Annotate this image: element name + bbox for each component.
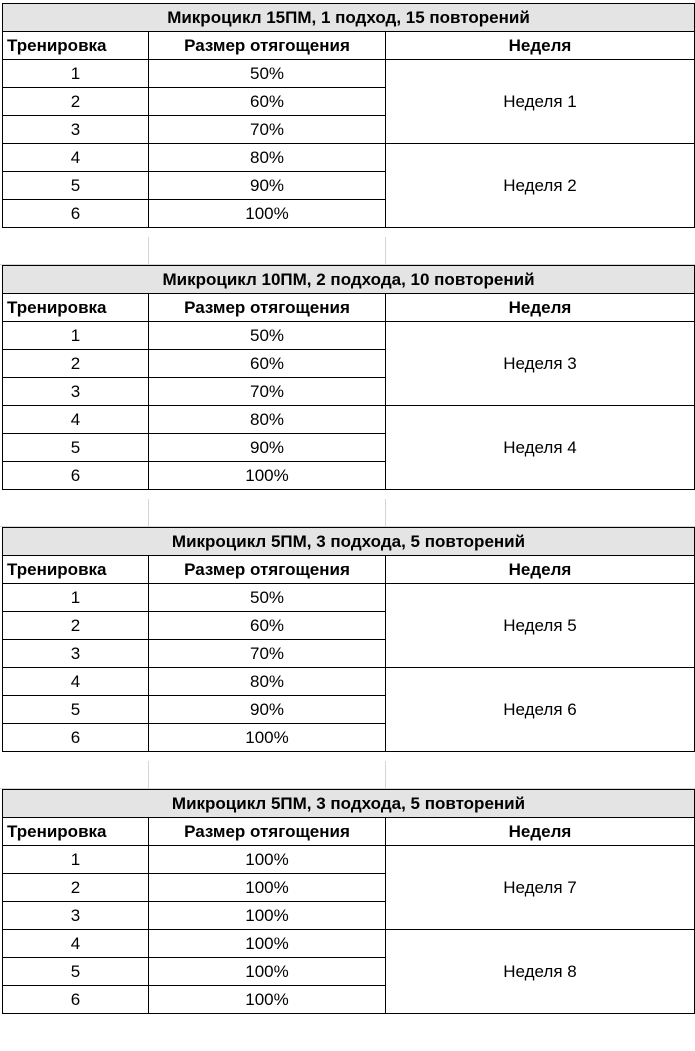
training-number-cell[interactable]: 4	[3, 668, 149, 696]
load-cell[interactable]: 60%	[149, 88, 386, 116]
table-row	[3, 668, 695, 696]
table-row	[3, 846, 695, 874]
training-number-cell[interactable]: 4	[3, 930, 149, 958]
load-cell[interactable]: 70%	[149, 640, 386, 668]
load-cell[interactable]: 50%	[149, 322, 386, 350]
column-header-load[interactable]: Размер отягощения	[149, 294, 386, 322]
load-cell[interactable]: 100%	[149, 846, 386, 874]
load-cell[interactable]: 60%	[149, 350, 386, 378]
table-row	[3, 322, 695, 350]
table-row	[3, 144, 695, 172]
training-number-cell[interactable]: 3	[3, 902, 149, 930]
table-title[interactable]: Микроцикл 15ПМ, 1 подход, 15 повторений	[3, 4, 695, 32]
training-number-cell[interactable]: 1	[3, 322, 149, 350]
load-cell[interactable]: 80%	[149, 144, 386, 172]
microcycle-table-4	[0, 789, 695, 1051]
table-title[interactable]: Микроцикл 5ПМ, 3 подхода, 5 повторений	[3, 790, 695, 818]
load-cell[interactable]: 90%	[149, 434, 386, 462]
table-row	[3, 60, 695, 88]
table-row	[3, 584, 695, 612]
column-header-training[interactable]: Тренировка	[3, 32, 149, 60]
training-number-cell[interactable]: 1	[3, 584, 149, 612]
load-cell[interactable]: 100%	[149, 724, 386, 752]
column-header-week[interactable]: Неделя	[386, 556, 695, 584]
training-number-cell[interactable]: 6	[3, 724, 149, 752]
table-row	[3, 406, 695, 434]
table-title[interactable]: Микроцикл 10ПМ, 2 подхода, 10 повторений	[3, 266, 695, 294]
load-cell[interactable]: 70%	[149, 378, 386, 406]
column-header-training[interactable]: Тренировка	[3, 556, 149, 584]
training-number-cell[interactable]: 1	[3, 846, 149, 874]
week-cell[interactable]: Неделя 7	[386, 846, 695, 930]
training-number-cell[interactable]: 5	[3, 696, 149, 724]
table-title[interactable]: Микроцикл 5ПМ, 3 подхода, 5 повторений	[3, 528, 695, 556]
column-header-load[interactable]: Размер отягощения	[149, 556, 386, 584]
week-cell[interactable]: Неделя 1	[386, 60, 695, 144]
week-cell[interactable]: Неделя 4	[386, 406, 695, 490]
load-cell[interactable]: 70%	[149, 116, 386, 144]
microcycle-table-1	[0, 3, 695, 265]
load-cell[interactable]: 100%	[149, 200, 386, 228]
training-number-cell[interactable]: 6	[3, 986, 149, 1014]
load-cell[interactable]: 80%	[149, 668, 386, 696]
training-number-cell[interactable]: 4	[3, 406, 149, 434]
training-number-cell[interactable]: 3	[3, 640, 149, 668]
load-cell[interactable]: 90%	[149, 172, 386, 200]
table-row	[3, 930, 695, 958]
training-number-cell[interactable]: 3	[3, 116, 149, 144]
load-cell[interactable]: 50%	[149, 584, 386, 612]
week-cell[interactable]: Неделя 3	[386, 322, 695, 406]
training-number-cell[interactable]: 2	[3, 874, 149, 902]
training-number-cell[interactable]: 6	[3, 200, 149, 228]
training-number-cell[interactable]: 2	[3, 88, 149, 116]
training-number-cell[interactable]: 4	[3, 144, 149, 172]
load-cell[interactable]: 80%	[149, 406, 386, 434]
training-number-cell[interactable]: 3	[3, 378, 149, 406]
load-cell[interactable]: 50%	[149, 60, 386, 88]
load-cell[interactable]: 60%	[149, 612, 386, 640]
microcycle-table-2	[0, 265, 695, 527]
load-cell[interactable]: 90%	[149, 696, 386, 724]
training-number-cell[interactable]: 5	[3, 172, 149, 200]
load-cell[interactable]: 100%	[149, 874, 386, 902]
training-number-cell[interactable]: 1	[3, 60, 149, 88]
training-number-cell[interactable]: 2	[3, 350, 149, 378]
load-cell[interactable]: 100%	[149, 958, 386, 986]
column-header-training[interactable]: Тренировка	[3, 294, 149, 322]
column-header-week[interactable]: Неделя	[386, 818, 695, 846]
training-number-cell[interactable]: 6	[3, 462, 149, 490]
column-header-training[interactable]: Тренировка	[3, 818, 149, 846]
load-cell[interactable]: 100%	[149, 986, 386, 1014]
week-cell[interactable]: Неделя 6	[386, 668, 695, 752]
column-header-load[interactable]: Размер отягощения	[149, 32, 386, 60]
week-cell[interactable]: Неделя 8	[386, 930, 695, 1014]
load-cell[interactable]: 100%	[149, 930, 386, 958]
microcycle-table-3	[0, 527, 695, 789]
load-cell[interactable]: 100%	[149, 902, 386, 930]
week-cell[interactable]: Неделя 2	[386, 144, 695, 228]
column-header-week[interactable]: Неделя	[386, 32, 695, 60]
training-number-cell[interactable]: 5	[3, 434, 149, 462]
load-cell[interactable]: 100%	[149, 462, 386, 490]
column-header-week[interactable]: Неделя	[386, 294, 695, 322]
column-header-load[interactable]: Размер отягощения	[149, 818, 386, 846]
training-number-cell[interactable]: 2	[3, 612, 149, 640]
week-cell[interactable]: Неделя 5	[386, 584, 695, 668]
training-number-cell[interactable]: 5	[3, 958, 149, 986]
